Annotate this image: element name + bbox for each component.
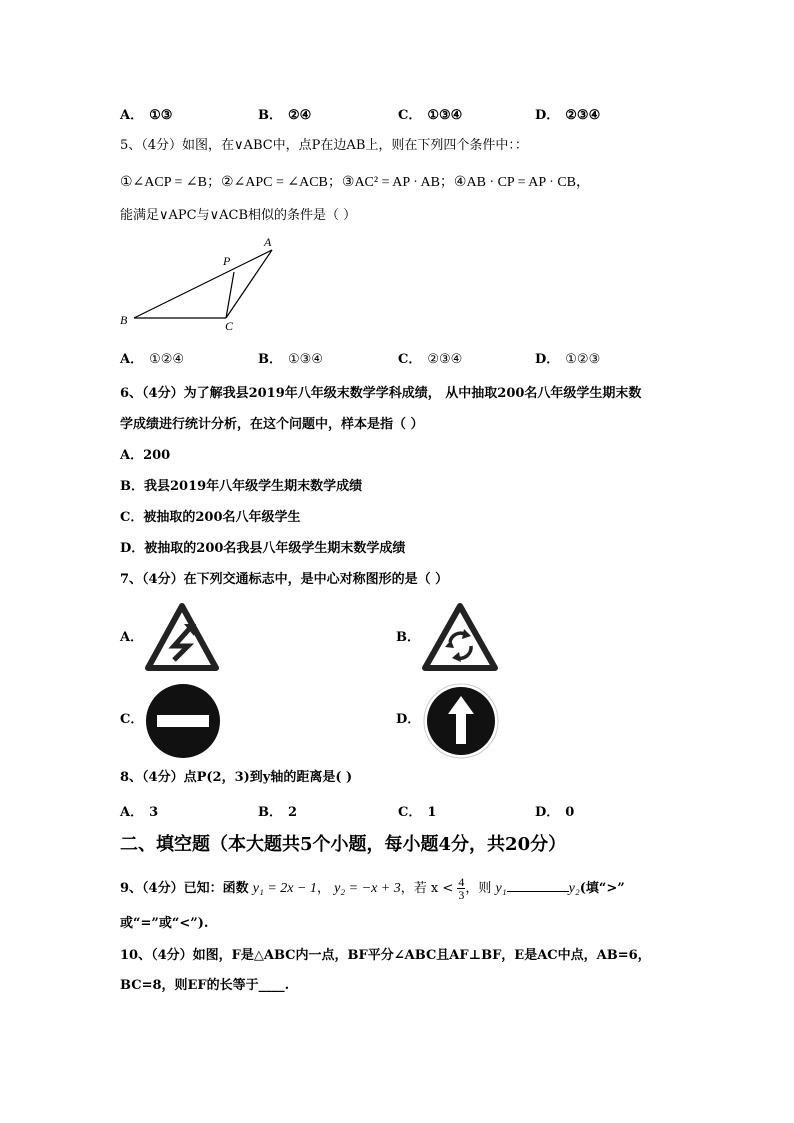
q7-label-a: A． xyxy=(120,630,144,645)
q5-question: 能满足∨APC与∨ACB相似的条件是（ ） xyxy=(120,208,357,223)
q4-option-c: C． ①③④ xyxy=(398,108,463,123)
q9-fraction: $\frac{4}{3}$ xyxy=(458,875,465,902)
q8-option-a: A． 3 xyxy=(120,805,159,820)
label-b: B xyxy=(120,313,128,327)
q6-option-b: B．我县2019年八年级学生期末数学成绩 xyxy=(120,479,363,494)
q7-label-b: B． xyxy=(396,630,420,645)
q8-option-d: D． 0 xyxy=(535,805,575,820)
q7-sign-winding-road xyxy=(144,602,220,672)
q6-option-c: C．被抽取的200名八年级学生 xyxy=(120,510,301,525)
q5-triangle-figure xyxy=(112,232,292,334)
q6-stem-line1: 6、（4分）为了解我县2019年八年级末数学学科成绩， 从中抽取200名八年级学生期末数 xyxy=(120,386,642,401)
q7-sign-roundabout xyxy=(421,602,499,672)
q8-option-c: C． 1 xyxy=(398,805,437,820)
q9-line2: 或“=”或“<”). xyxy=(120,916,209,931)
q5-option-b: B． ①③④ xyxy=(258,352,323,367)
segment-ba xyxy=(134,250,272,318)
q4-option-d: D． ②③④ xyxy=(535,108,601,123)
label-a: A xyxy=(264,235,272,249)
q10-line1: 10、（4分）如图，F是△ABC内一点，BF平分∠ABC且AF⊥BF，E是AC中点，AB=6， xyxy=(120,948,651,963)
q5-option-a: A． ①②④ xyxy=(120,352,185,367)
label-c: C xyxy=(225,319,234,333)
q5-option-d: D． ①②③ xyxy=(535,352,601,367)
q4-option-a: A． ①③ xyxy=(120,108,173,123)
q6-option-a: A．200 xyxy=(120,448,171,463)
q5-stem: 5、（4分）如图，在∨ABC中，点P在边AB上，则在下列四个条件中：： xyxy=(120,138,528,153)
q6-option-d: D．被抽取的200名我县八年级学生期末数学成绩 xyxy=(120,541,406,556)
q9-answer-blank[interactable] xyxy=(507,891,569,892)
q7-sign-straight-ahead xyxy=(422,682,500,760)
q8-option-b: B． 2 xyxy=(258,805,298,820)
segment-ca xyxy=(226,250,272,318)
q8-stem: 8、（4分）点P(2，3)到y轴的距离是( ) xyxy=(120,770,353,785)
section-title: 二、填空题（本大题共5个小题，每小题4分，共20分） xyxy=(120,834,567,855)
q7-label-d: D． xyxy=(396,712,421,727)
q6-stem-line2: 学成绩进行统计分析，在这个问题中，样本是指（ ） xyxy=(120,417,424,432)
q5-conditions: ①∠ACP = ∠B；②∠APC = ∠ACB；③AC² = AP · AB；④AB · CP = AP · CB， xyxy=(120,175,591,190)
q10-line2: BC=8，则EF的长等于____. xyxy=(120,978,290,993)
q7-label-c: C． xyxy=(120,712,144,727)
q7-sign-no-entry xyxy=(144,682,222,760)
q5-option-c: C． ②③④ xyxy=(398,352,463,367)
q7-stem: 7、（4分）在下列交通标志中，是中心对称图形的是（ ） xyxy=(120,572,449,587)
label-p: P xyxy=(223,254,231,268)
q4-option-b: B． ②④ xyxy=(258,108,312,123)
q9-line1: 9、（4分）已知：函数 y₁ = 2x − 1， y₂ = −x + 3，若 x < $\frac{4}{3}$ ，则 y₁ y₂(填“>” xyxy=(120,875,625,902)
